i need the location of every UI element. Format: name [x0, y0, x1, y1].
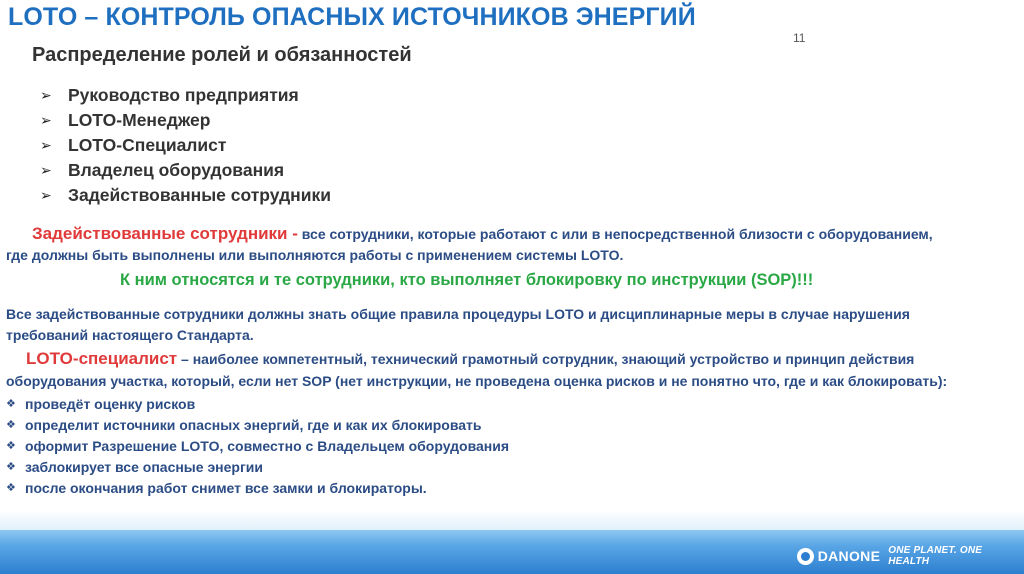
- arrow-bullet-icon: ➢: [40, 137, 52, 153]
- role-label: LOTO-Специалист: [68, 135, 227, 155]
- task-label: определит источники опасных энергий, где и как их блокировать: [25, 416, 482, 433]
- task-label: заблокирует все опасные энергии: [25, 458, 264, 475]
- role-label: Владелец оборудования: [68, 160, 285, 180]
- role-item: [40, 108, 331, 133]
- task-item: [6, 393, 509, 414]
- involved-definition-text: все сотрудники, которые работают с или в непосредственной близости с оборудованием,: [297, 226, 933, 242]
- diamond-bullet-icon: ❖: [6, 482, 16, 494]
- task-item: [6, 414, 509, 435]
- diamond-bullet-icon: ❖: [6, 440, 16, 452]
- specialist-term: LOTO-специалист: [26, 349, 178, 368]
- specialist-definition-line1: [26, 349, 914, 369]
- diamond-bullet-icon: ❖: [6, 398, 16, 410]
- involved-definition-line1: [32, 224, 933, 244]
- roles-list: [40, 83, 331, 208]
- arrow-bullet-icon: ➢: [40, 162, 52, 178]
- task-label: проведёт оценку рисков: [25, 395, 196, 412]
- role-label: Руководство предприятия: [68, 85, 299, 105]
- task-item: [6, 477, 509, 498]
- role-item: [40, 158, 331, 183]
- general-rule-line2: требований настоящего Стандарта.: [6, 327, 254, 343]
- arrow-bullet-icon: ➢: [40, 87, 52, 103]
- task-item: [6, 435, 509, 456]
- arrow-bullet-icon: ➢: [40, 112, 52, 128]
- task-label: оформит Разрешение LOTO, совместно с Владельцем оборудования: [25, 437, 510, 454]
- logo-name: DANONE: [817, 548, 881, 564]
- diamond-bullet-icon: ❖: [6, 419, 16, 431]
- specialist-definition-text: – наиболее компетентный, технический грамотный сотрудник, знающий устройство и принцип действия: [177, 351, 915, 367]
- arrow-bullet-icon: ➢: [40, 187, 52, 203]
- slide-subtitle: Распределение ролей и обязанностей: [32, 44, 412, 66]
- danone-logo-icon: [797, 548, 814, 565]
- slide-title: LOTO – КОНТРОЛЬ ОПАСНЫХ ИСТОЧНИКОВ ЭНЕРГИЙ: [8, 3, 696, 31]
- task-item: [6, 456, 509, 477]
- task-label: после окончания работ снимет все замки и блокираторы.: [25, 479, 427, 496]
- role-label: LOTO-Менеджер: [68, 110, 211, 130]
- specialist-tasks-list: [6, 393, 509, 498]
- page-number: 11: [793, 31, 806, 45]
- involved-term: Задействованные сотрудники -: [32, 224, 298, 243]
- role-item: [40, 133, 331, 158]
- role-item: [40, 83, 331, 108]
- role-label: Задействованные сотрудники: [68, 185, 332, 205]
- general-rule-line1: Все задействованные сотрудники должны знать общие правила процедуры LOTO и дисциплинарные меры в случае нарушения: [6, 306, 910, 322]
- diamond-bullet-icon: ❖: [6, 461, 16, 473]
- role-item: [40, 183, 331, 208]
- logo-tagline: ONE PLANET. ONE HEALTH: [888, 545, 983, 567]
- danone-logo: [797, 545, 1024, 567]
- involved-definition-line2: где должны быть выполнены или выполняются работы с применением системы LOTO.: [6, 247, 624, 263]
- involved-highlight: К ним относятся и те сотрудники, кто выполняет блокировку по инструкции (SOP)!!!: [120, 271, 814, 289]
- specialist-definition-line2: оборудования участка, который, если нет SOP (нет инструкции, не проведена оценка рисков и не понятно что, где и как блокировать):: [6, 373, 948, 389]
